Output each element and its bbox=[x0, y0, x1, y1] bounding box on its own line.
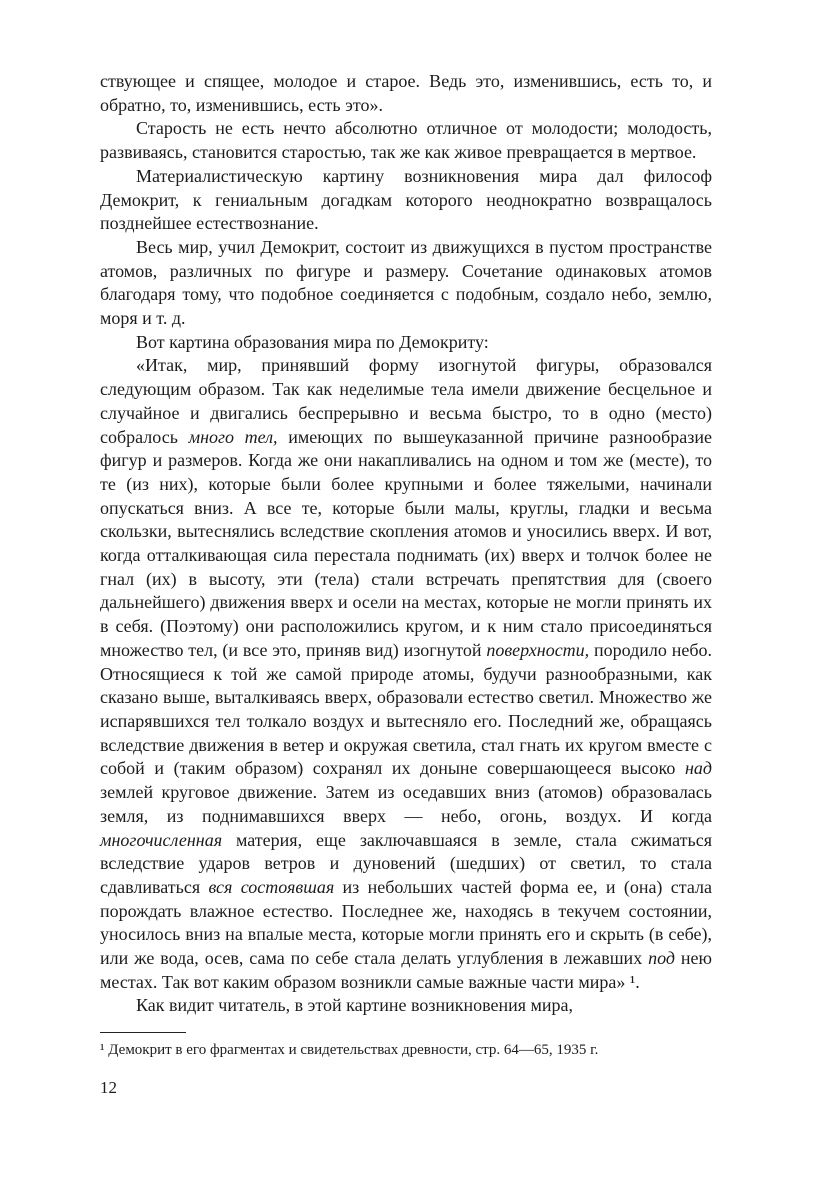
paragraph-3: Материалистическую картину возникновения мира дал философ Демокрит, к гениальным догадкам которого неоднократно возвращалось позднейшее естествознание. bbox=[100, 165, 712, 234]
quote-italic-2: поверхности, bbox=[486, 639, 590, 660]
quote-italic-5: вся состоявшая bbox=[208, 876, 335, 897]
quote-part-4: землей круговое движение. Затем из оседавших вниз (атомов) образовалась земля, из поднимавшихся вверх — небо, огонь, воздух. И когда bbox=[100, 782, 712, 826]
quote-italic-3: над bbox=[684, 758, 712, 779]
quote-italic-6: под bbox=[648, 948, 675, 969]
quote-part-2: имеющих по вышеуказанной причине разнообразие фигур и размеров. Когда же они накапливались на одном и том же (месте), то те (из них), которые были более крупными и более тяжелыми, начинали опускаться вниз. А все те, которые были малы, круглы, гладки и весьма скользки, вытеснялись вследствие скопления атомов и уносились вверх. И вот, когда отталкивающая сила перестала поднимать (их) вверх и толчок более не гнал (их) в высоту, эти (тела) стали встречать препятствия для (своего дальнейшего) движения вверх и осели на местах, которые не могли принять их в себя. (Поэтому) они расположились кругом, и к ним стало присоединяться множество тел, (и все это, приняв вид) изогнутой bbox=[100, 426, 713, 660]
paragraph-2: Старость не есть нечто абсолютно отличное от молодости; молодость, развиваясь, становится старостью, так же как живое превращается в мертвое. bbox=[100, 118, 712, 163]
paragraph-6: Как видит читатель, в этой картине возникновения мира, bbox=[136, 995, 574, 1016]
quote-part-1: «Итак, мир, принявший форму изогнутой фигуры, образовался следующим образом. Так как неделимые тела имели движение бесцельное и случайное и двигались беспрерывно и весьма быстро, то в одно (место) собралось bbox=[100, 355, 712, 447]
document-page bbox=[100, 70, 712, 1098]
democritus-quote bbox=[100, 354, 712, 994]
paragraph-4: Весь мир, учил Демокрит, состоит из движущихся в пустом пространстве атомов, различных по фигуре и размеру. Сочетание одинаковых атомов благодаря тому, что подобное соединяется с подобным, создало небо, землю, моря и т. д. bbox=[100, 236, 712, 329]
footnote: ¹ Демокрит в его фрагментах и свидетельствах древности, стр. 64—65, 1935 г. bbox=[100, 1042, 599, 1059]
quote-part-3: породило небо. Относящиеся к той же самой природе атомы, будучи разнообразными, как сказано выше, выталкиваясь вверх, образовали естество светил. Множество же испарявшихся тел толкало воздух и вытесняло его. Последний же, обращаясь вследствие движения в ветер и окружая светила, стал гнать их кругом вместе с собой и (таким образом) сохранял их доныне совершающееся высоко bbox=[100, 639, 713, 779]
quote-italic-4: многочисленная bbox=[100, 829, 223, 850]
quote-part-7: нею местах. Так вот каким образом возникли самые важные части мира» ¹. bbox=[100, 948, 712, 992]
quote-part-6: из небольших частей форма ее, и (она) стала порождать влажное естество. Последнее же, находясь в текучем состоянии, уносилось вниз на впалые места, которые могли принять его и скрыть (в себе), или же вода, осев, сама по себе стала делать углубления в лежавших bbox=[100, 876, 712, 969]
paragraph-5: Вот картина образования мира по Демокриту: bbox=[136, 331, 489, 352]
footnote-divider bbox=[100, 1032, 186, 1033]
quote-part-5: материя, еще заключавшаяся в земле, стала сжиматься вследствие ударов ветров и дуновений (шедших) от светил, то стала сдавливаться bbox=[100, 829, 712, 897]
page-number: 12 bbox=[100, 1078, 117, 1098]
quote-italic-1: много тел, bbox=[188, 426, 278, 447]
paragraph-1: ствующее и спящее, молодое и старое. Ведь это, изменившись, есть то, и обратно, то, изменившись, есть это». bbox=[100, 71, 712, 115]
